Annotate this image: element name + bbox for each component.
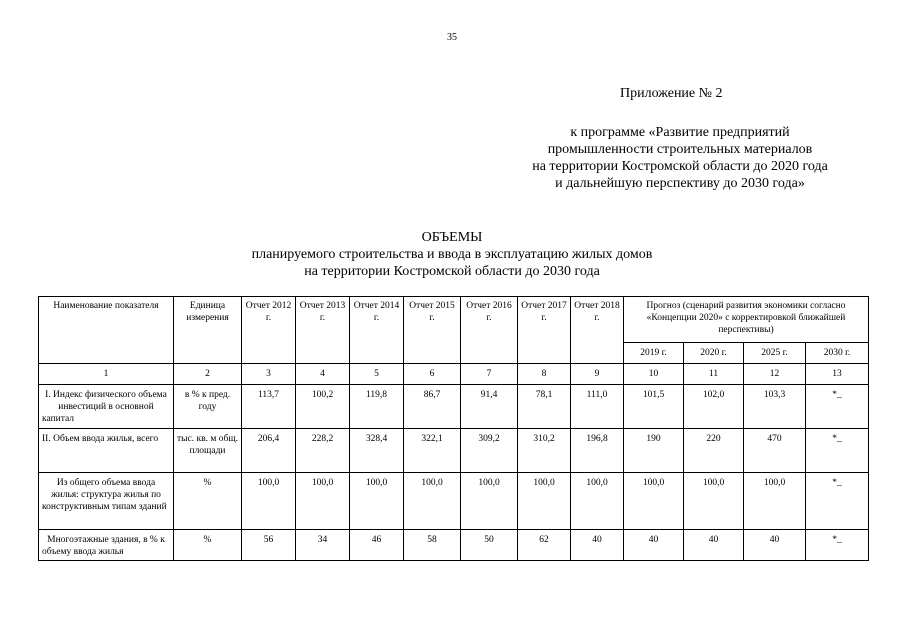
program-line: на территории Костромской области до 2020 года xyxy=(532,159,828,174)
value-cell: 101,5 xyxy=(624,385,684,429)
value-cell: 58 xyxy=(404,530,461,561)
value-cell: 190 xyxy=(624,429,684,473)
title-line: планируемого строительства и ввода в эксплуатацию жилых домов xyxy=(251,247,653,262)
value-cell: 328,4 xyxy=(350,429,404,473)
value-cell: 50 xyxy=(461,530,518,561)
housing-volumes-table xyxy=(38,296,869,561)
title-line: ОБЪЕМЫ xyxy=(421,230,483,245)
value-cell: 100,0 xyxy=(684,473,744,530)
program-line: и дальнейшую перспективу до 2030 года» xyxy=(555,176,805,191)
value-cell: 100,0 xyxy=(350,473,404,530)
column-number: 12 xyxy=(744,364,806,385)
unit-cell: % xyxy=(174,530,242,561)
unit-cell: % xyxy=(174,473,242,530)
header-unit: Единица измерения xyxy=(174,297,242,364)
value-cell: 86,7 xyxy=(404,385,461,429)
header-forecast-year: 2019 г. xyxy=(624,343,684,364)
header-year: Отчет 2018 г. xyxy=(571,297,624,364)
unit-cell: тыс. кв. м общ. площади xyxy=(174,429,242,473)
column-number: 7 xyxy=(461,364,518,385)
value-cell: 220 xyxy=(684,429,744,473)
column-number: 4 xyxy=(296,364,350,385)
value-cell: 78,1 xyxy=(518,385,571,429)
value-cell: 100,0 xyxy=(242,473,296,530)
header-year: Отчет 2012 г. xyxy=(242,297,296,364)
header-year: Отчет 2015 г. xyxy=(404,297,461,364)
value-cell: 91,4 xyxy=(461,385,518,429)
column-number: 3 xyxy=(242,364,296,385)
value-cell: 40 xyxy=(744,530,806,561)
header-forecast-year: 2030 г. xyxy=(806,343,869,364)
column-number: 11 xyxy=(684,364,744,385)
value-cell: 113,7 xyxy=(242,385,296,429)
indicator-name: Из общего объема ввода жилья: структура жилья по конструктивным типам зданий xyxy=(39,473,174,530)
value-cell: 111,0 xyxy=(571,385,624,429)
value-cell: 309,2 xyxy=(461,429,518,473)
value-cell: 310,2 xyxy=(518,429,571,473)
column-number: 10 xyxy=(624,364,684,385)
column-number: 5 xyxy=(350,364,404,385)
value-cell: 100,0 xyxy=(624,473,684,530)
value-cell: *_ xyxy=(806,385,869,429)
value-cell: 100,0 xyxy=(744,473,806,530)
appendix-title: Приложение № 2 xyxy=(620,86,723,101)
indicator-name: II. Объем ввода жилья, всего xyxy=(39,429,174,473)
table-row xyxy=(39,429,869,473)
page-number: 35 xyxy=(447,32,457,43)
program-line: промышленности строительных материалов xyxy=(547,142,813,157)
indicator-name: Многоэтажные здания, в % к объему ввода жилья xyxy=(39,530,174,561)
value-cell: 40 xyxy=(684,530,744,561)
value-cell: 100,0 xyxy=(461,473,518,530)
program-line: к программе «Развитие предприятий xyxy=(570,125,790,140)
value-cell: 100,0 xyxy=(571,473,624,530)
title-line: на территории Костромской области до 2030 года xyxy=(304,264,600,279)
indicator-name: I. Индекс физического объема инвестиций в основной капитал xyxy=(39,385,174,429)
value-cell: 100,0 xyxy=(296,473,350,530)
value-cell: 102,0 xyxy=(684,385,744,429)
value-cell: 100,0 xyxy=(404,473,461,530)
table-row xyxy=(39,530,869,561)
header-indicator-name: Наименование показателя xyxy=(39,297,174,364)
value-cell: 46 xyxy=(350,530,404,561)
table-header-row xyxy=(39,297,869,343)
column-numbers-row xyxy=(39,364,869,385)
header-year: Отчет 2013 г. xyxy=(296,297,350,364)
table-row xyxy=(39,385,869,429)
value-cell: 206,4 xyxy=(242,429,296,473)
header-year: Отчет 2017 г. xyxy=(518,297,571,364)
header-forecast: Прогноз (сценарий развития экономики согласно «Концепции 2020» с корректировкой ближайшей перспективы) xyxy=(624,297,869,343)
value-cell: 100,2 xyxy=(296,385,350,429)
value-cell: 322,1 xyxy=(404,429,461,473)
value-cell: 228,2 xyxy=(296,429,350,473)
column-number: 2 xyxy=(174,364,242,385)
value-cell: 40 xyxy=(624,530,684,561)
value-cell: 119,8 xyxy=(350,385,404,429)
value-cell: 62 xyxy=(518,530,571,561)
value-cell: 56 xyxy=(242,530,296,561)
column-number: 9 xyxy=(571,364,624,385)
value-cell: 100,0 xyxy=(518,473,571,530)
column-number: 1 xyxy=(39,364,174,385)
table-row xyxy=(39,473,869,530)
column-number: 6 xyxy=(404,364,461,385)
column-number: 13 xyxy=(806,364,869,385)
header-year: Отчет 2014 г. xyxy=(350,297,404,364)
value-cell: 196,8 xyxy=(571,429,624,473)
program-reference xyxy=(470,124,890,192)
value-cell: 470 xyxy=(744,429,806,473)
unit-cell: в % к пред. году xyxy=(174,385,242,429)
value-cell: *_ xyxy=(806,530,869,561)
column-number: 8 xyxy=(518,364,571,385)
header-forecast-year: 2020 г. xyxy=(684,343,744,364)
value-cell: 103,3 xyxy=(744,385,806,429)
header-forecast-year: 2025 г. xyxy=(744,343,806,364)
value-cell: *_ xyxy=(806,429,869,473)
value-cell: 34 xyxy=(296,530,350,561)
document-title xyxy=(150,229,754,280)
header-year: Отчет 2016 г. xyxy=(461,297,518,364)
value-cell: *_ xyxy=(806,473,869,530)
value-cell: 40 xyxy=(571,530,624,561)
